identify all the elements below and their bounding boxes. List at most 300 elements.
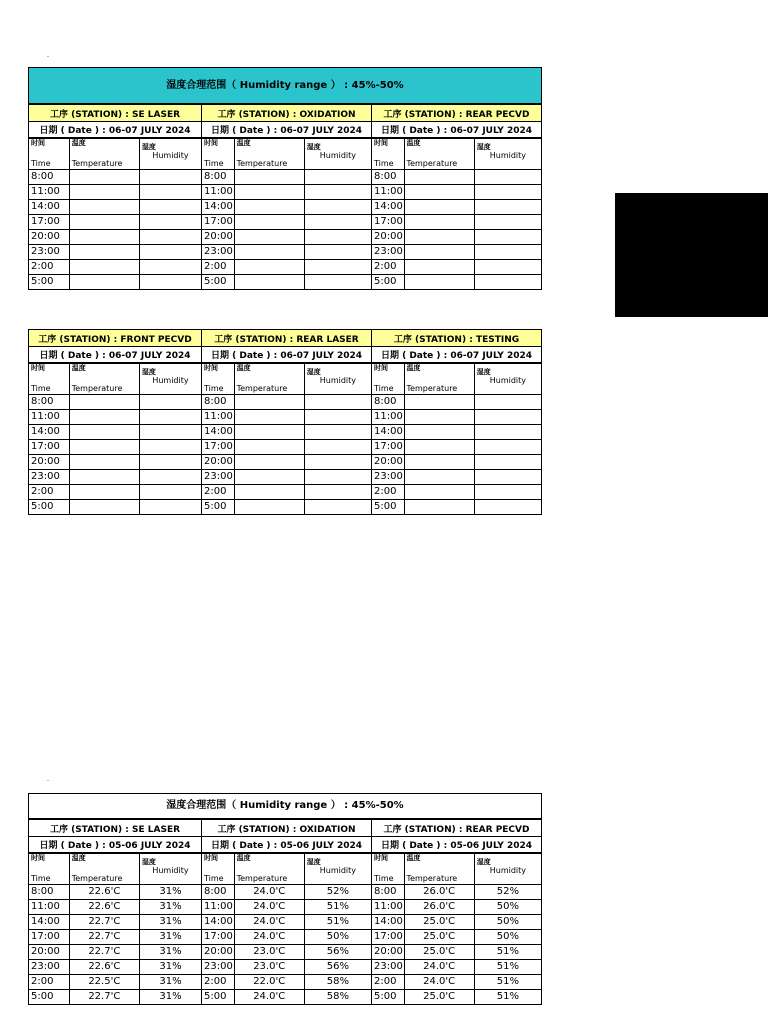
- log-table: [28, 819, 542, 1005]
- temperature-cell: 24.0'C: [404, 975, 474, 990]
- temperature-cell: 24.0'C: [234, 915, 304, 930]
- time-cell: 2:00: [371, 975, 404, 990]
- temperature-header-zh: 温度: [406, 364, 421, 372]
- temperature-cell: [69, 260, 139, 275]
- time-cell: 11:00: [29, 900, 70, 915]
- time-header-zh: 时间: [373, 854, 388, 862]
- temperature-cell: [69, 485, 139, 500]
- humidity-cell: [304, 245, 371, 260]
- temperature-cell: [69, 185, 139, 200]
- temperature-cell: [234, 455, 304, 470]
- humidity-cell: [474, 185, 541, 200]
- humidity-header: [139, 363, 201, 395]
- time-cell: 5:00: [202, 275, 235, 290]
- date-row: [29, 347, 542, 364]
- humidity-cell: 50%: [474, 900, 541, 915]
- humidity-header-zh: 湿度: [476, 858, 491, 866]
- humidity-cell: [139, 215, 201, 230]
- time-cell: 2:00: [29, 260, 70, 275]
- time-cell: 2:00: [29, 975, 70, 990]
- time-cell: 5:00: [371, 500, 404, 515]
- table-row: [29, 275, 542, 290]
- time-header-en: Time: [204, 384, 224, 393]
- humidity-header-zh: 湿度: [476, 368, 491, 376]
- temperature-header: [404, 138, 474, 170]
- temperature-cell: 22.6'C: [69, 960, 139, 975]
- humidity-cell: [304, 200, 371, 215]
- humidity-cell: [304, 455, 371, 470]
- temperature-cell: [404, 260, 474, 275]
- humidity-header: [474, 853, 541, 885]
- humidity-cell: [304, 440, 371, 455]
- time-cell: 5:00: [202, 500, 235, 515]
- humidity-cell: 51%: [474, 960, 541, 975]
- humidity-cell: 31%: [139, 990, 201, 1005]
- temperature-cell: [69, 170, 139, 185]
- humidity-cell: 31%: [139, 975, 201, 990]
- temperature-header-en: Temperature: [406, 874, 458, 883]
- temperature-cell: 22.7'C: [69, 915, 139, 930]
- humidity-cell: 50%: [304, 930, 371, 945]
- table-row: [29, 915, 542, 930]
- time-header-en: Time: [373, 159, 394, 168]
- temperature-cell: [234, 395, 304, 410]
- temperature-cell: 24.0'C: [234, 990, 304, 1005]
- temperature-cell: [404, 275, 474, 290]
- page-mark-top: [47, 56, 49, 57]
- humidity-header-en: Humidity: [489, 376, 527, 385]
- humidity-cell: [139, 230, 201, 245]
- humidity-range-banner: 湿度合理范围（ Humidity range ） : 45%-50%: [28, 793, 542, 819]
- temperature-cell: [234, 230, 304, 245]
- temperature-header-en: Temperature: [71, 384, 123, 393]
- time-cell: 2:00: [202, 260, 235, 275]
- humidity-cell: [474, 215, 541, 230]
- temperature-header-en: Temperature: [406, 384, 458, 393]
- humidity-cell: 58%: [304, 990, 371, 1005]
- temperature-header-en: Temperature: [406, 159, 458, 168]
- humidity-header-en: Humidity: [152, 866, 189, 875]
- humidity-cell: [474, 500, 541, 515]
- humidity-cell: 51%: [474, 975, 541, 990]
- temperature-cell: [404, 215, 474, 230]
- temperature-header-en: Temperature: [71, 874, 123, 883]
- time-cell: 5:00: [29, 500, 70, 515]
- time-cell: 20:00: [371, 455, 404, 470]
- time-cell: 2:00: [202, 975, 235, 990]
- temperature-cell: [69, 440, 139, 455]
- humidity-header-en: Humidity: [152, 376, 189, 385]
- table-row: [29, 485, 542, 500]
- time-cell: 2:00: [29, 485, 70, 500]
- temperature-cell: [404, 440, 474, 455]
- time-cell: 11:00: [29, 410, 70, 425]
- humidity-cell: [304, 470, 371, 485]
- temperature-cell: [404, 245, 474, 260]
- temperature-cell: 23.0'C: [234, 945, 304, 960]
- temperature-header-zh: 温度: [236, 364, 251, 372]
- time-cell: 11:00: [29, 185, 70, 200]
- temperature-cell: [404, 500, 474, 515]
- temperature-header-en: Temperature: [236, 874, 288, 883]
- humidity-cell: 52%: [474, 885, 541, 900]
- table-row: [29, 455, 542, 470]
- humidity-cell: 51%: [474, 990, 541, 1005]
- humidity-cell: 51%: [474, 945, 541, 960]
- time-cell: 14:00: [202, 425, 235, 440]
- time-header-en: Time: [373, 874, 394, 883]
- time-header-en: Time: [31, 384, 51, 393]
- temperature-cell: [69, 410, 139, 425]
- time-cell: 20:00: [29, 455, 70, 470]
- temperature-cell: [234, 425, 304, 440]
- time-header-en: Time: [204, 874, 224, 883]
- temperature-cell: [69, 245, 139, 260]
- station-label: 工序 (STATION) : FRONT PECVD: [29, 330, 202, 347]
- humidity-cell: [139, 200, 201, 215]
- temperature-cell: [234, 260, 304, 275]
- temperature-cell: [69, 425, 139, 440]
- time-cell: 14:00: [371, 915, 404, 930]
- time-header-zh: 时间: [204, 854, 219, 862]
- temperature-header-zh: 温度: [71, 854, 86, 862]
- temperature-cell: 22.6'C: [69, 900, 139, 915]
- humidity-header: [304, 853, 371, 885]
- time-cell: 17:00: [29, 930, 70, 945]
- date-row: [29, 837, 542, 854]
- humidity-cell: 31%: [139, 915, 201, 930]
- time-cell: 8:00: [202, 885, 235, 900]
- time-cell: 23:00: [371, 470, 404, 485]
- time-cell: 23:00: [202, 245, 235, 260]
- redaction-block: [615, 193, 768, 317]
- time-cell: 20:00: [202, 455, 235, 470]
- temperature-cell: 22.7'C: [69, 945, 139, 960]
- humidity-cell: 31%: [139, 900, 201, 915]
- log-sheet-top-2: [28, 329, 542, 515]
- temperature-header: [234, 138, 304, 170]
- time-cell: 2:00: [202, 485, 235, 500]
- humidity-cell: [139, 410, 201, 425]
- temperature-cell: 25.0'C: [404, 930, 474, 945]
- temperature-header: [234, 853, 304, 885]
- time-cell: 23:00: [371, 960, 404, 975]
- time-cell: 5:00: [29, 275, 70, 290]
- temperature-cell: [69, 500, 139, 515]
- time-header-zh: 时间: [373, 364, 388, 372]
- table-row: [29, 230, 542, 245]
- date-label: 日期 ( Date ) : 06-07 JULY 2024: [202, 347, 372, 364]
- table-row: [29, 395, 542, 410]
- time-cell: 20:00: [202, 945, 235, 960]
- humidity-header: [304, 363, 371, 395]
- temperature-header-zh: 温度: [236, 854, 251, 862]
- time-cell: 14:00: [202, 915, 235, 930]
- humidity-cell: [474, 440, 541, 455]
- temperature-cell: 22.5'C: [69, 975, 139, 990]
- time-cell: 20:00: [371, 945, 404, 960]
- station-row: [29, 330, 542, 347]
- humidity-cell: [139, 455, 201, 470]
- time-cell: 20:00: [202, 230, 235, 245]
- humidity-header-en: Humidity: [319, 151, 357, 160]
- station-row: [29, 105, 542, 122]
- temperature-cell: [69, 470, 139, 485]
- temperature-cell: [234, 500, 304, 515]
- time-cell: 14:00: [29, 915, 70, 930]
- time-header-en: Time: [31, 874, 51, 883]
- time-header: [29, 363, 70, 395]
- temperature-header: [69, 853, 139, 885]
- column-header-row: [29, 138, 542, 170]
- temperature-cell: [234, 170, 304, 185]
- time-cell: 5:00: [202, 990, 235, 1005]
- time-cell: 8:00: [29, 395, 70, 410]
- temperature-cell: 23.0'C: [234, 960, 304, 975]
- temperature-cell: [404, 185, 474, 200]
- temperature-cell: [404, 470, 474, 485]
- time-header-zh: 时间: [373, 139, 388, 147]
- temperature-header-zh: 温度: [236, 139, 251, 147]
- humidity-header: [139, 853, 201, 885]
- humidity-cell: [474, 230, 541, 245]
- time-cell: 14:00: [29, 425, 70, 440]
- time-header: [202, 853, 235, 885]
- humidity-cell: [474, 200, 541, 215]
- temperature-cell: [404, 395, 474, 410]
- humidity-cell: [139, 185, 201, 200]
- log-table: [28, 104, 542, 290]
- time-header-zh: 时间: [204, 139, 219, 147]
- date-label: 日期 ( Date ) : 05-06 JULY 2024: [371, 837, 541, 854]
- table-row: [29, 885, 542, 900]
- time-header-zh: 时间: [31, 139, 45, 147]
- humidity-cell: [304, 395, 371, 410]
- humidity-header: [139, 138, 201, 170]
- temperature-header: [404, 853, 474, 885]
- temperature-cell: 22.6'C: [69, 885, 139, 900]
- humidity-cell: [304, 410, 371, 425]
- humidity-header-en: Humidity: [319, 376, 357, 385]
- time-cell: 11:00: [371, 410, 404, 425]
- humidity-cell: 56%: [304, 960, 371, 975]
- humidity-cell: [474, 425, 541, 440]
- time-cell: 2:00: [371, 260, 404, 275]
- table-row: [29, 500, 542, 515]
- temperature-cell: [234, 440, 304, 455]
- date-label: 日期 ( Date ) : 06-07 JULY 2024: [29, 122, 202, 139]
- station-label: 工序 (STATION) : OXIDATION: [202, 820, 372, 837]
- temperature-header: [69, 363, 139, 395]
- time-cell: 23:00: [29, 245, 70, 260]
- time-cell: 23:00: [371, 245, 404, 260]
- humidity-header-zh: 湿度: [306, 143, 321, 151]
- time-cell: 11:00: [202, 900, 235, 915]
- time-cell: 8:00: [371, 395, 404, 410]
- date-label: 日期 ( Date ) : 06-07 JULY 2024: [29, 347, 202, 364]
- humidity-cell: 50%: [474, 930, 541, 945]
- temperature-cell: 26.0'C: [404, 900, 474, 915]
- date-label: 日期 ( Date ) : 06-07 JULY 2024: [371, 347, 541, 364]
- humidity-cell: [474, 260, 541, 275]
- temperature-cell: 24.0'C: [234, 930, 304, 945]
- humidity-cell: 50%: [474, 915, 541, 930]
- date-label: 日期 ( Date ) : 06-07 JULY 2024: [371, 122, 541, 139]
- time-header-zh: 时间: [204, 364, 219, 372]
- humidity-cell: [139, 260, 201, 275]
- log-sheet-bottom: [28, 793, 542, 1005]
- humidity-cell: [474, 455, 541, 470]
- temperature-cell: 22.0'C: [234, 975, 304, 990]
- humidity-header-zh: 湿度: [306, 368, 321, 376]
- table-row: [29, 410, 542, 425]
- time-cell: 20:00: [29, 945, 70, 960]
- temperature-cell: [69, 215, 139, 230]
- temperature-cell: [69, 275, 139, 290]
- humidity-cell: 56%: [304, 945, 371, 960]
- temperature-header-zh: 温度: [406, 139, 421, 147]
- column-header-row: [29, 363, 542, 395]
- time-cell: 23:00: [29, 960, 70, 975]
- time-cell: 11:00: [371, 185, 404, 200]
- humidity-range-banner: 湿度合理范围（ Humidity range ） : 45%-50%: [28, 67, 542, 104]
- time-cell: 8:00: [29, 170, 70, 185]
- temperature-header-en: Temperature: [71, 159, 123, 168]
- time-header-zh: 时间: [31, 854, 45, 862]
- time-header-en: Time: [204, 159, 224, 168]
- humidity-cell: [139, 470, 201, 485]
- table-row: [29, 245, 542, 260]
- page-mark-bottom: [47, 780, 49, 781]
- time-cell: 23:00: [202, 960, 235, 975]
- time-header-en: Time: [31, 159, 51, 168]
- humidity-cell: [139, 425, 201, 440]
- table-row: [29, 470, 542, 485]
- temperature-header-zh: 温度: [71, 139, 86, 147]
- time-cell: 23:00: [29, 470, 70, 485]
- humidity-cell: [474, 485, 541, 500]
- humidity-cell: [474, 395, 541, 410]
- humidity-cell: [139, 485, 201, 500]
- humidity-cell: [304, 485, 371, 500]
- humidity-header: [474, 363, 541, 395]
- time-header: [29, 138, 70, 170]
- temperature-cell: [404, 170, 474, 185]
- station-label: 工序 (STATION) : REAR PECVD: [371, 105, 541, 122]
- humidity-header-zh: 湿度: [141, 368, 156, 376]
- temperature-cell: [404, 200, 474, 215]
- table-row: [29, 990, 542, 1005]
- time-cell: 14:00: [29, 200, 70, 215]
- temperature-cell: 25.0'C: [404, 915, 474, 930]
- station-label: 工序 (STATION) : TESTING: [371, 330, 541, 347]
- time-cell: 17:00: [202, 440, 235, 455]
- table-row: [29, 960, 542, 975]
- table-row: [29, 975, 542, 990]
- humidity-cell: [474, 470, 541, 485]
- humidity-cell: 51%: [304, 900, 371, 915]
- table-row: [29, 945, 542, 960]
- table-row: [29, 425, 542, 440]
- time-cell: 11:00: [202, 185, 235, 200]
- temperature-cell: [404, 425, 474, 440]
- time-cell: 8:00: [202, 170, 235, 185]
- time-cell: 20:00: [29, 230, 70, 245]
- humidity-header-zh: 湿度: [141, 143, 156, 151]
- time-cell: 20:00: [371, 230, 404, 245]
- humidity-header-zh: 湿度: [141, 858, 156, 866]
- time-cell: 11:00: [371, 900, 404, 915]
- temperature-cell: [234, 485, 304, 500]
- time-cell: 17:00: [202, 215, 235, 230]
- time-header: [202, 363, 235, 395]
- humidity-cell: [304, 185, 371, 200]
- temperature-header-en: Temperature: [236, 384, 288, 393]
- temperature-cell: 24.0'C: [404, 960, 474, 975]
- time-header-en: Time: [373, 384, 394, 393]
- humidity-header-en: Humidity: [152, 151, 189, 160]
- log-sheet-top-1: [28, 67, 542, 290]
- table-row: [29, 185, 542, 200]
- humidity-header-en: Humidity: [489, 151, 527, 160]
- humidity-cell: 31%: [139, 885, 201, 900]
- humidity-cell: [304, 275, 371, 290]
- humidity-cell: [139, 170, 201, 185]
- table-row: [29, 930, 542, 945]
- temperature-cell: [234, 215, 304, 230]
- humidity-cell: [474, 275, 541, 290]
- time-header: [202, 138, 235, 170]
- temperature-cell: 22.7'C: [69, 990, 139, 1005]
- temperature-cell: [234, 185, 304, 200]
- station-label: 工序 (STATION) : REAR PECVD: [371, 820, 541, 837]
- temperature-cell: [234, 200, 304, 215]
- humidity-header: [474, 138, 541, 170]
- humidity-cell: [474, 170, 541, 185]
- temperature-cell: [234, 275, 304, 290]
- temperature-cell: [234, 245, 304, 260]
- temperature-cell: 22.7'C: [69, 930, 139, 945]
- temperature-cell: [404, 455, 474, 470]
- humidity-cell: 51%: [304, 915, 371, 930]
- temperature-cell: [69, 455, 139, 470]
- humidity-cell: [139, 245, 201, 260]
- time-cell: 5:00: [29, 990, 70, 1005]
- humidity-cell: [304, 500, 371, 515]
- humidity-cell: [304, 260, 371, 275]
- time-cell: 17:00: [371, 215, 404, 230]
- time-cell: 8:00: [29, 885, 70, 900]
- time-cell: 8:00: [202, 395, 235, 410]
- humidity-header-en: Humidity: [489, 866, 527, 875]
- humidity-header: [304, 138, 371, 170]
- temperature-cell: [69, 230, 139, 245]
- table-row: [29, 440, 542, 455]
- humidity-cell: 52%: [304, 885, 371, 900]
- humidity-header-en: Humidity: [319, 866, 357, 875]
- humidity-cell: [139, 500, 201, 515]
- humidity-header-zh: 湿度: [476, 143, 491, 151]
- station-row: [29, 820, 542, 837]
- temperature-header-en: Temperature: [236, 159, 288, 168]
- table-row: [29, 200, 542, 215]
- temperature-cell: [404, 485, 474, 500]
- temperature-cell: [404, 410, 474, 425]
- date-label: 日期 ( Date ) : 05-06 JULY 2024: [202, 837, 372, 854]
- date-label: 日期 ( Date ) : 05-06 JULY 2024: [29, 837, 202, 854]
- table-row: [29, 170, 542, 185]
- time-cell: 17:00: [371, 930, 404, 945]
